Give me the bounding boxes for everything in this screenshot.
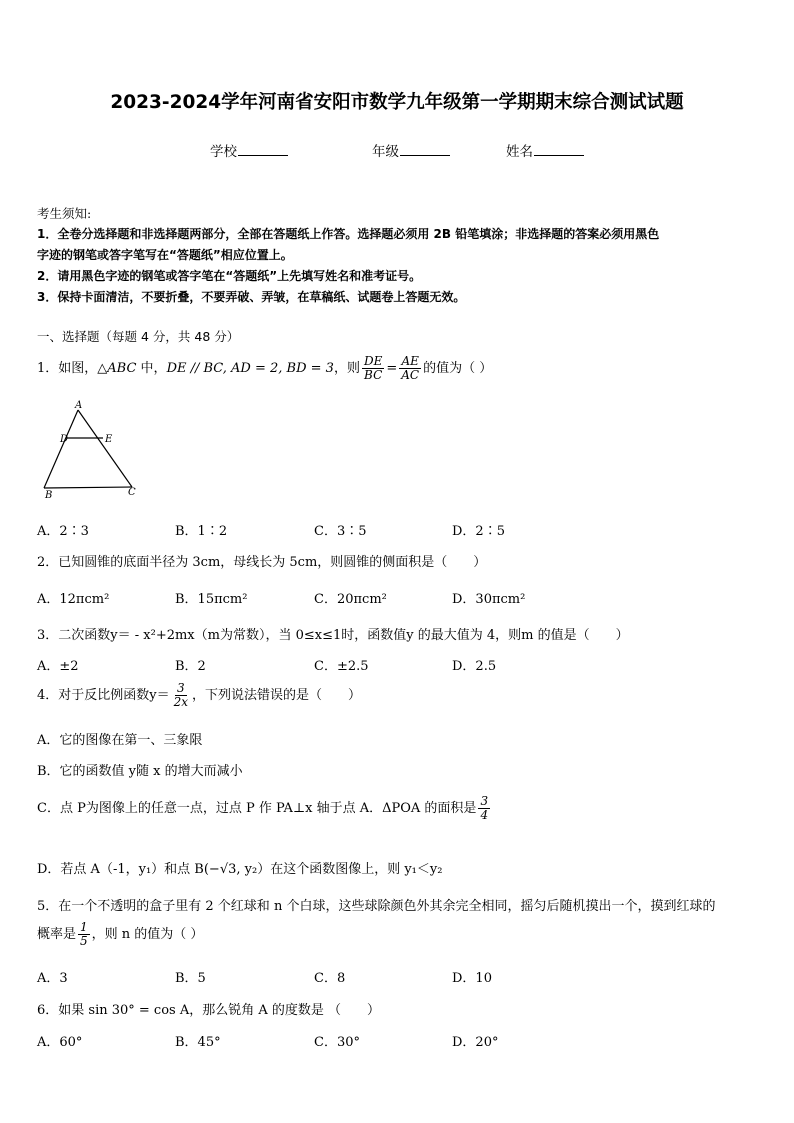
q1-prefix: 1．如图， (37, 361, 98, 376)
note-1b: 字迹的钢笔或答字笔写在“答题纸”相应位置上。 (37, 248, 293, 262)
label-b: B (45, 490, 53, 501)
q1-option-a: A．2∶3 (37, 524, 89, 539)
q5-option-a: A．3 (37, 971, 68, 986)
q6-option-b: B．45° (175, 1035, 221, 1050)
q1-fraction-2 (399, 355, 421, 382)
grade-field (372, 140, 450, 160)
name-blank (534, 143, 584, 156)
label-a: A (75, 400, 83, 411)
page-title: 2023-2024学年河南省安阳市数学九年级第一学期期末综合测试试题 (110, 92, 684, 113)
q4-c-frac-den: 4 (480, 808, 489, 822)
note-2: 2．请用黑色字迹的钢笔或答字笔在“答题纸”上先填写姓名和准考证号。 (37, 269, 422, 283)
section-heading: 一、选择题（每题 4 分，共 48 分） (37, 329, 240, 344)
grade-blank (400, 143, 450, 156)
q4-fraction (172, 682, 190, 709)
q1-f1-den: BC (364, 368, 383, 382)
triangle-figure (36, 398, 146, 502)
q2-option-c: C．20πcm² (314, 592, 387, 607)
q2-option-a: A．12πcm² (37, 592, 110, 607)
q2-option-d: D．30πcm² (452, 592, 526, 607)
q1-f2-den: AC (401, 368, 420, 382)
q1-option-d: D．2∶5 (452, 524, 505, 539)
q4-c-fraction (478, 795, 490, 822)
q4-frac-den: 2x (173, 695, 189, 709)
q1-suffix: 的值为（ ） (423, 361, 493, 376)
notes-heading: 考生须知: (37, 206, 92, 221)
q5-fraction (78, 921, 90, 948)
label-c: C (128, 487, 136, 498)
q1-triangle: △ABC (97, 361, 137, 376)
note-1a: 1．全卷分选择题和非选择题两部分，全部在答题纸上作答。选择题必须用 2B 铅笔填涂；非选择题的答案必须用黑色 (37, 227, 660, 241)
q4-prefix: 4．对于反比例函数y＝ (37, 688, 170, 703)
q6-option-c: C．30° (314, 1035, 360, 1050)
side-ab (44, 410, 78, 488)
q1-condition: DE // BC, AD = 2, BD = 3 (166, 361, 334, 376)
q4-suffix: ，下列说法错误的是（ ） (192, 688, 362, 703)
q1-f1-num: DE (363, 354, 383, 368)
note-3: 3．保持卡面清洁，不要折叠，不要弄破、弄皱，在草稿纸、试题卷上答题无效。 (37, 290, 466, 304)
label-d: D (60, 434, 69, 445)
name-label: 姓名 (506, 144, 533, 160)
q4-option-b: B．它的函数值 y随 x 的增大而减小 (37, 764, 243, 779)
q1-mid: 中， (136, 361, 167, 376)
q5-prefix: 概率是 (37, 927, 77, 942)
q4-option-d: D．若点 A（-1，y₁）和点 B(−√3, y₂）在这个函数图像上，则 y₁＜y₂ (37, 862, 443, 877)
q1-option-b: B．1∶2 (175, 524, 228, 539)
q5-suffix: ，则 n 的值为（ ） (91, 927, 204, 942)
q4-option-c (37, 795, 492, 822)
question-5-line-1: 5．在一个不透明的盒子里有 2 个红球和 n 个白球，这些球除颜色外其余完全相同，摇匀后随机摸出一个，摸到红球的 (37, 899, 716, 914)
side-ac (78, 410, 132, 487)
q5-option-d: D．10 (452, 971, 492, 986)
question-2: 2．已知圆锥的底面半径为 3cm，母线长为 5cm，则圆锥的侧面积是（ ） (37, 555, 487, 570)
q3-option-b: B．2 (175, 659, 206, 674)
school-field (210, 140, 288, 160)
q6-option-a: A．60° (37, 1035, 83, 1050)
question-5-line-2 (37, 921, 203, 948)
school-label: 学校 (210, 144, 237, 160)
q4-option-a: A．它的图像在第一、三象限 (37, 733, 203, 748)
q4-c-text: C．点 P为图像上的任意一点，过点 P 作 PA⊥x 轴于点 A．ΔPOA 的面积是 (37, 801, 477, 816)
q4-frac-num: 3 (177, 681, 185, 695)
q5-frac-den: 5 (80, 934, 88, 948)
q1-fraction-1 (362, 355, 384, 382)
school-blank (238, 143, 288, 156)
q2-option-b: B．15πcm² (175, 592, 248, 607)
q1-option-c: C．3∶5 (314, 524, 367, 539)
q3-option-d: D．2.5 (452, 659, 497, 674)
q5-option-b: B．5 (175, 971, 206, 986)
q6-option-d: D．20° (452, 1035, 499, 1050)
q1-equals: = (386, 361, 398, 376)
q3-option-a: A．±2 (37, 659, 79, 674)
name-field (506, 140, 584, 160)
q5-option-c: C．8 (314, 971, 346, 986)
exam-notes (37, 203, 759, 308)
q1-f2-num: AE (401, 354, 419, 368)
side-bc (44, 487, 132, 488)
question-1 (37, 355, 492, 382)
question-3: 3．二次函数y＝ - x²+2mx（m为常数），当 0≤x≤1时，函数值y 的最大值为 4，则m 的值是（ ） (37, 628, 629, 643)
question-6: 6．如果 sin 30° = cos A，那么锐角 A 的度数是 （ ） (37, 1003, 381, 1018)
question-4 (37, 682, 361, 709)
grade-label: 年级 (372, 144, 399, 160)
q1-then: ，则 (333, 361, 360, 376)
q5-frac-num: 1 (80, 920, 88, 934)
q3-option-c: C．±2.5 (314, 659, 369, 674)
label-e: E (105, 434, 113, 445)
q4-c-frac-num: 3 (480, 794, 489, 808)
